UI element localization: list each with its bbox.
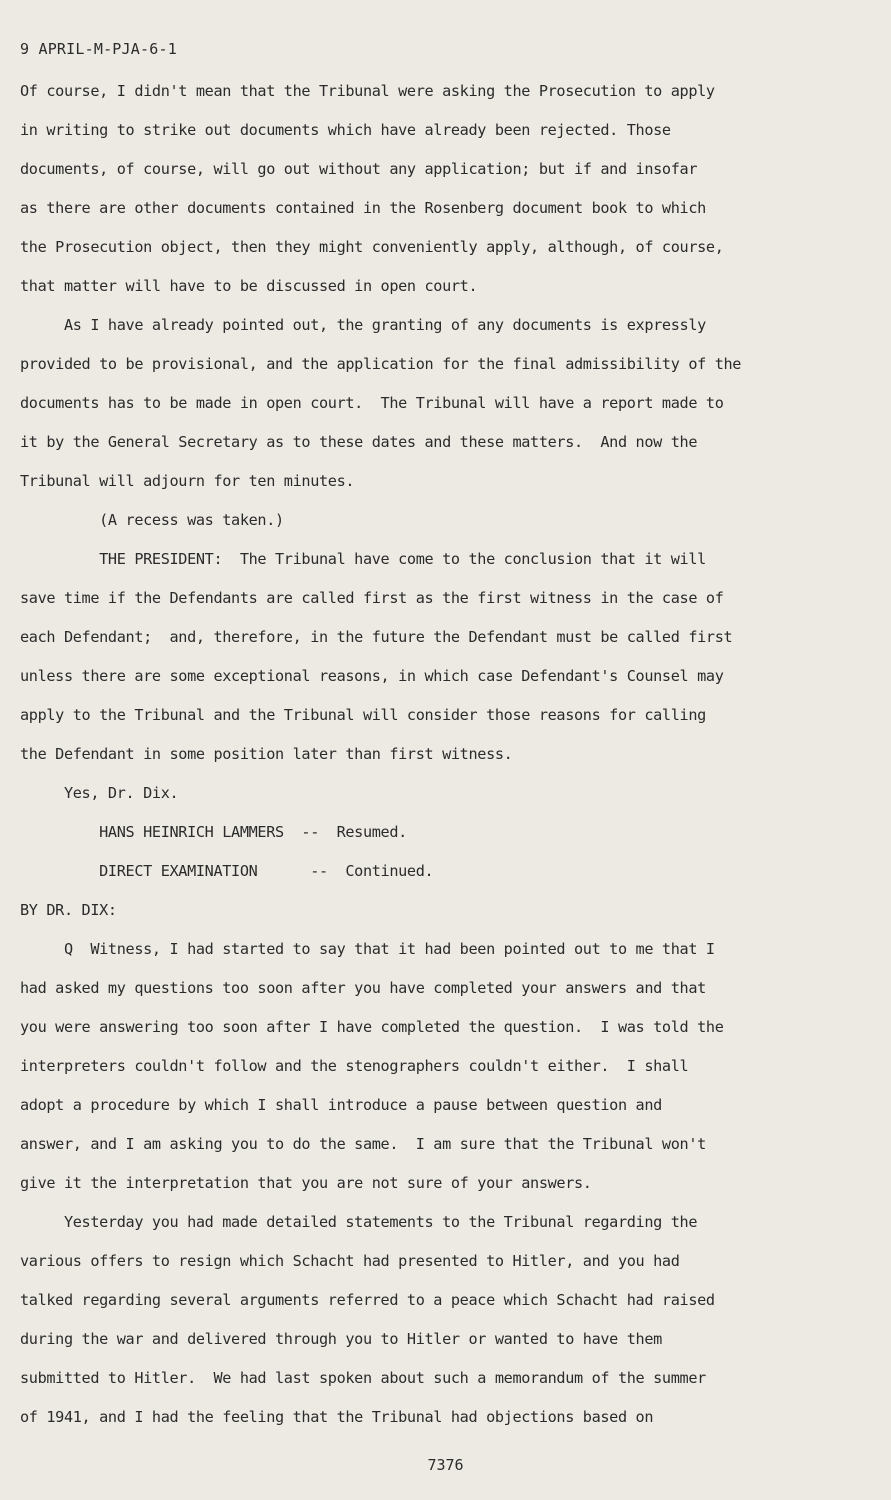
transcript-line: Tribunal will adjourn for ten minutes. [20,472,355,490]
transcript-line: save time if the Defendants are called first as the first witness in the case of [20,589,724,607]
transcript-line: the Prosecution object, then they might conveniently apply, although, of course, [20,238,724,256]
transcript-line: as there are other documents contained in the Rosenberg document book to which [20,199,706,217]
transcript-line: submitted to Hitler. We had last spoken about such a memorandum of the summer [20,1369,706,1387]
transcript-line: DIRECT EXAMINATION -- Continued. [20,862,434,880]
transcript-line: talked regarding several arguments referred to a peace which Schacht had raised [20,1291,715,1309]
transcript-line: answer, and I am asking you to do the same. I am sure that the Tribunal won't [20,1135,706,1153]
transcript-line: Of course, I didn't mean that the Tribunal were asking the Prosecution to apply [20,82,715,100]
transcript-line: Yesterday you had made detailed statements to the Tribunal regarding the [20,1213,698,1231]
document-header-code: 9 APRIL-M-PJA-6-1 [20,40,177,58]
transcript-line: during the war and delivered through you to Hitler or wanted to have them [20,1330,662,1348]
transcript-line: in writing to strike out documents which have already been rejected. Those [20,121,671,139]
transcript-line: provided to be provisional, and the application for the final admissibility of the [20,355,742,373]
transcript-line: adopt a procedure by which I shall introduce a pause between question and [20,1096,662,1114]
transcript-line: each Defendant; and, therefore, in the future the Defendant must be called first [20,628,733,646]
transcript-line: Q Witness, I had started to say that it had been pointed out to me that I [20,940,715,958]
transcript-line: unless there are some exceptional reasons, in which case Defendant's Counsel may [20,667,724,685]
transcript-line: As I have already pointed out, the granting of any documents is expressly [20,316,706,334]
transcript-line: of 1941, and I had the feeling that the Tribunal had objections based on [20,1408,654,1426]
transcript-line: interpreters couldn't follow and the stenographers couldn't either. I shall [20,1057,689,1075]
transcript-line: THE PRESIDENT: The Tribunal have come to the conclusion that it will [20,550,706,568]
transcript-line: that matter will have to be discussed in open court. [20,277,478,295]
transcript-body [20,80,870,1445]
transcript-line: various offers to resign which Schacht had presented to Hitler, and you had [20,1252,680,1270]
transcript-line: you were answering too soon after I have completed the question. I was told the [20,1018,724,1036]
transcript-line: HANS HEINRICH LAMMERS -- Resumed. [20,823,407,841]
transcript-line: BY DR. DIX: [20,901,117,919]
transcript-line: documents, of course, will go out without any application; but if and insofar [20,160,698,178]
page-number: 7376 [427,1456,464,1474]
transcript-line: the Defendant in some position later than first witness. [20,745,513,763]
transcript-line: it by the General Secretary as to these dates and these matters. And now the [20,433,698,451]
transcript-line: documents has to be made in open court. The Tribunal will have a report made to [20,394,724,412]
transcript-line: Yes, Dr. Dix. [20,784,179,802]
transcript-line: apply to the Tribunal and the Tribunal will consider those reasons for calling [20,706,706,724]
transcript-line: had asked my questions too soon after you have completed your answers and that [20,979,706,997]
transcript-line: give it the interpretation that you are not sure of your answers. [20,1174,592,1192]
transcript-line: (A recess was taken.) [20,511,284,529]
